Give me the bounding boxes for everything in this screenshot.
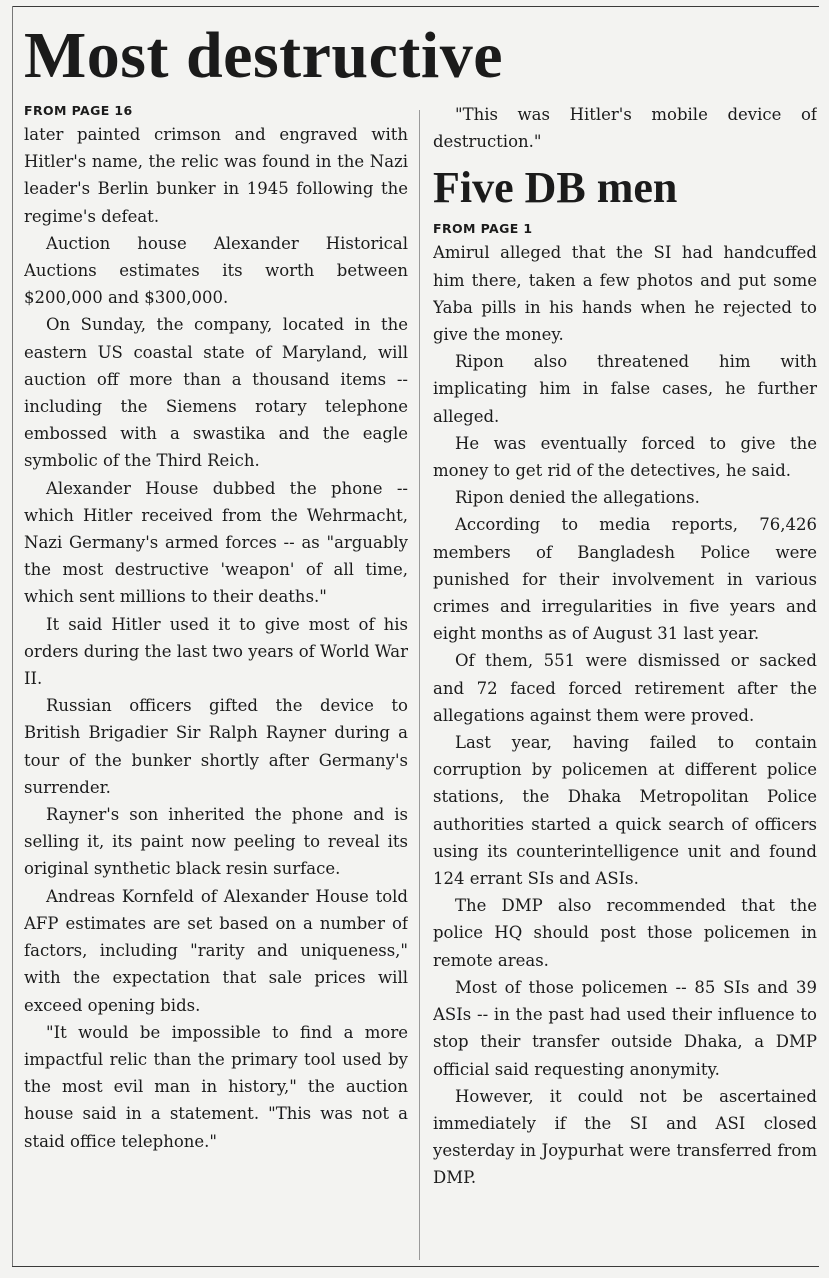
column-divider: [419, 110, 420, 1260]
story-one-paragraph: Auction house Alexander Historical Auctions estimates its worth between $200,000 and $300,000.: [24, 233, 408, 308]
story-two-headline: Five DB men: [433, 163, 678, 213]
story-two-paragraph: Ripon also threatened him with implicating him in false cases, he further alleged.: [433, 352, 817, 426]
bottom-rule: [12, 1266, 819, 1267]
story-two-paragraph: The DMP also recommended that the police HQ should post those policemen in remote areas.: [433, 896, 817, 970]
story-one-paragraph: later painted crimson and engraved with Hitler's name, the relic was found in the Nazi leader's Berlin bunker in 1945 following the regime's defeat.: [24, 125, 408, 226]
story-two-paragraph: Most of those policemen -- 85 SIs and 39 ASIs -- in the past had used their influence to stop their transfer outside Dhaka, a DMP official said requesting anonymity.: [433, 977, 817, 1079]
story-one-paragraph: On Sunday, the company, located in the eastern US coastal state of Maryland, will auction off more than a thousand items -- including the Siemens rotary telephone embossed with a swastika and the eagle symbolic of the Third Reich.: [24, 315, 408, 471]
left-rule: [12, 6, 13, 1266]
story-one-paragraph: Rayner's son inherited the phone and is selling it, its paint now peeling to reveal its original synthetic black resin surface.: [24, 805, 408, 879]
story-two-jump-line: FROM PAGE 1: [433, 221, 533, 237]
story-one-paragraph: Alexander House dubbed the phone -- which Hitler received from the Wehrmacht, Nazi Germany's armed forces -- as "arguably the most destructive 'weapon' of all time, which sent millions to their deaths.": [24, 478, 408, 607]
story-continuation-column-right: [433, 101, 817, 1262]
story-one-paragraph: "This was Hitler's mobile device of destruction.": [433, 105, 817, 152]
story-two-paragraph: Amirul alleged that the SI had handcuffed him there, taken a few photos and put some Yaba pills in his hands when he rejected to give the money.: [433, 243, 817, 345]
story-one-column-left: [24, 101, 408, 1262]
story-one-headline: Most destructive: [24, 19, 504, 92]
story-two-paragraph: However, it could not be ascertained immediately if the SI and ASI closed yesterday in Joypurhat were transferred from DMP.: [433, 1086, 817, 1188]
story-two-paragraph: Ripon denied the allegations.: [455, 488, 700, 508]
story-two-paragraph: Last year, having failed to contain corruption by policemen at different police stations, the Dhaka Metropolitan Police authorities started a quick search of officers using its counterintelligence unit and found 124 errant SIs and ASIs.: [433, 733, 817, 889]
story-one-paragraph: "It would be impossible to find a more impactful relic than the primary tool used by the most evil man in history," the auction house said in a statement. "This was not a staid office telephone.": [24, 1022, 408, 1151]
story-one-paragraph: Andreas Kornfeld of Alexander House told AFP estimates are set based on a number of factors, including "rarity and uniqueness," with the expectation that sale prices will exceed opening bids.: [24, 886, 408, 1015]
story-one-jump-line: FROM PAGE 16: [24, 103, 133, 118]
story-two-paragraph: According to media reports, 76,426 members of Bangladesh Police were punished for their involvement in various crimes and irregularities in five years and eight months as of August 31 last year.: [433, 515, 817, 644]
top-rule: [12, 6, 819, 7]
story-one-paragraph: It said Hitler used it to give most of his orders during the last two years of World War II.: [24, 614, 408, 689]
story-two-paragraph: Of them, 551 were dismissed or sacked and 72 faced forced retirement after the allegations against them were proved.: [433, 651, 817, 725]
story-one-paragraph: Russian officers gifted the device to British Brigadier Sir Ralph Rayner during a tour of the bunker shortly after Germany's surrender.: [24, 696, 408, 797]
story-two-paragraph: He was eventually forced to give the money to get rid of the detectives, he said.: [433, 433, 817, 481]
